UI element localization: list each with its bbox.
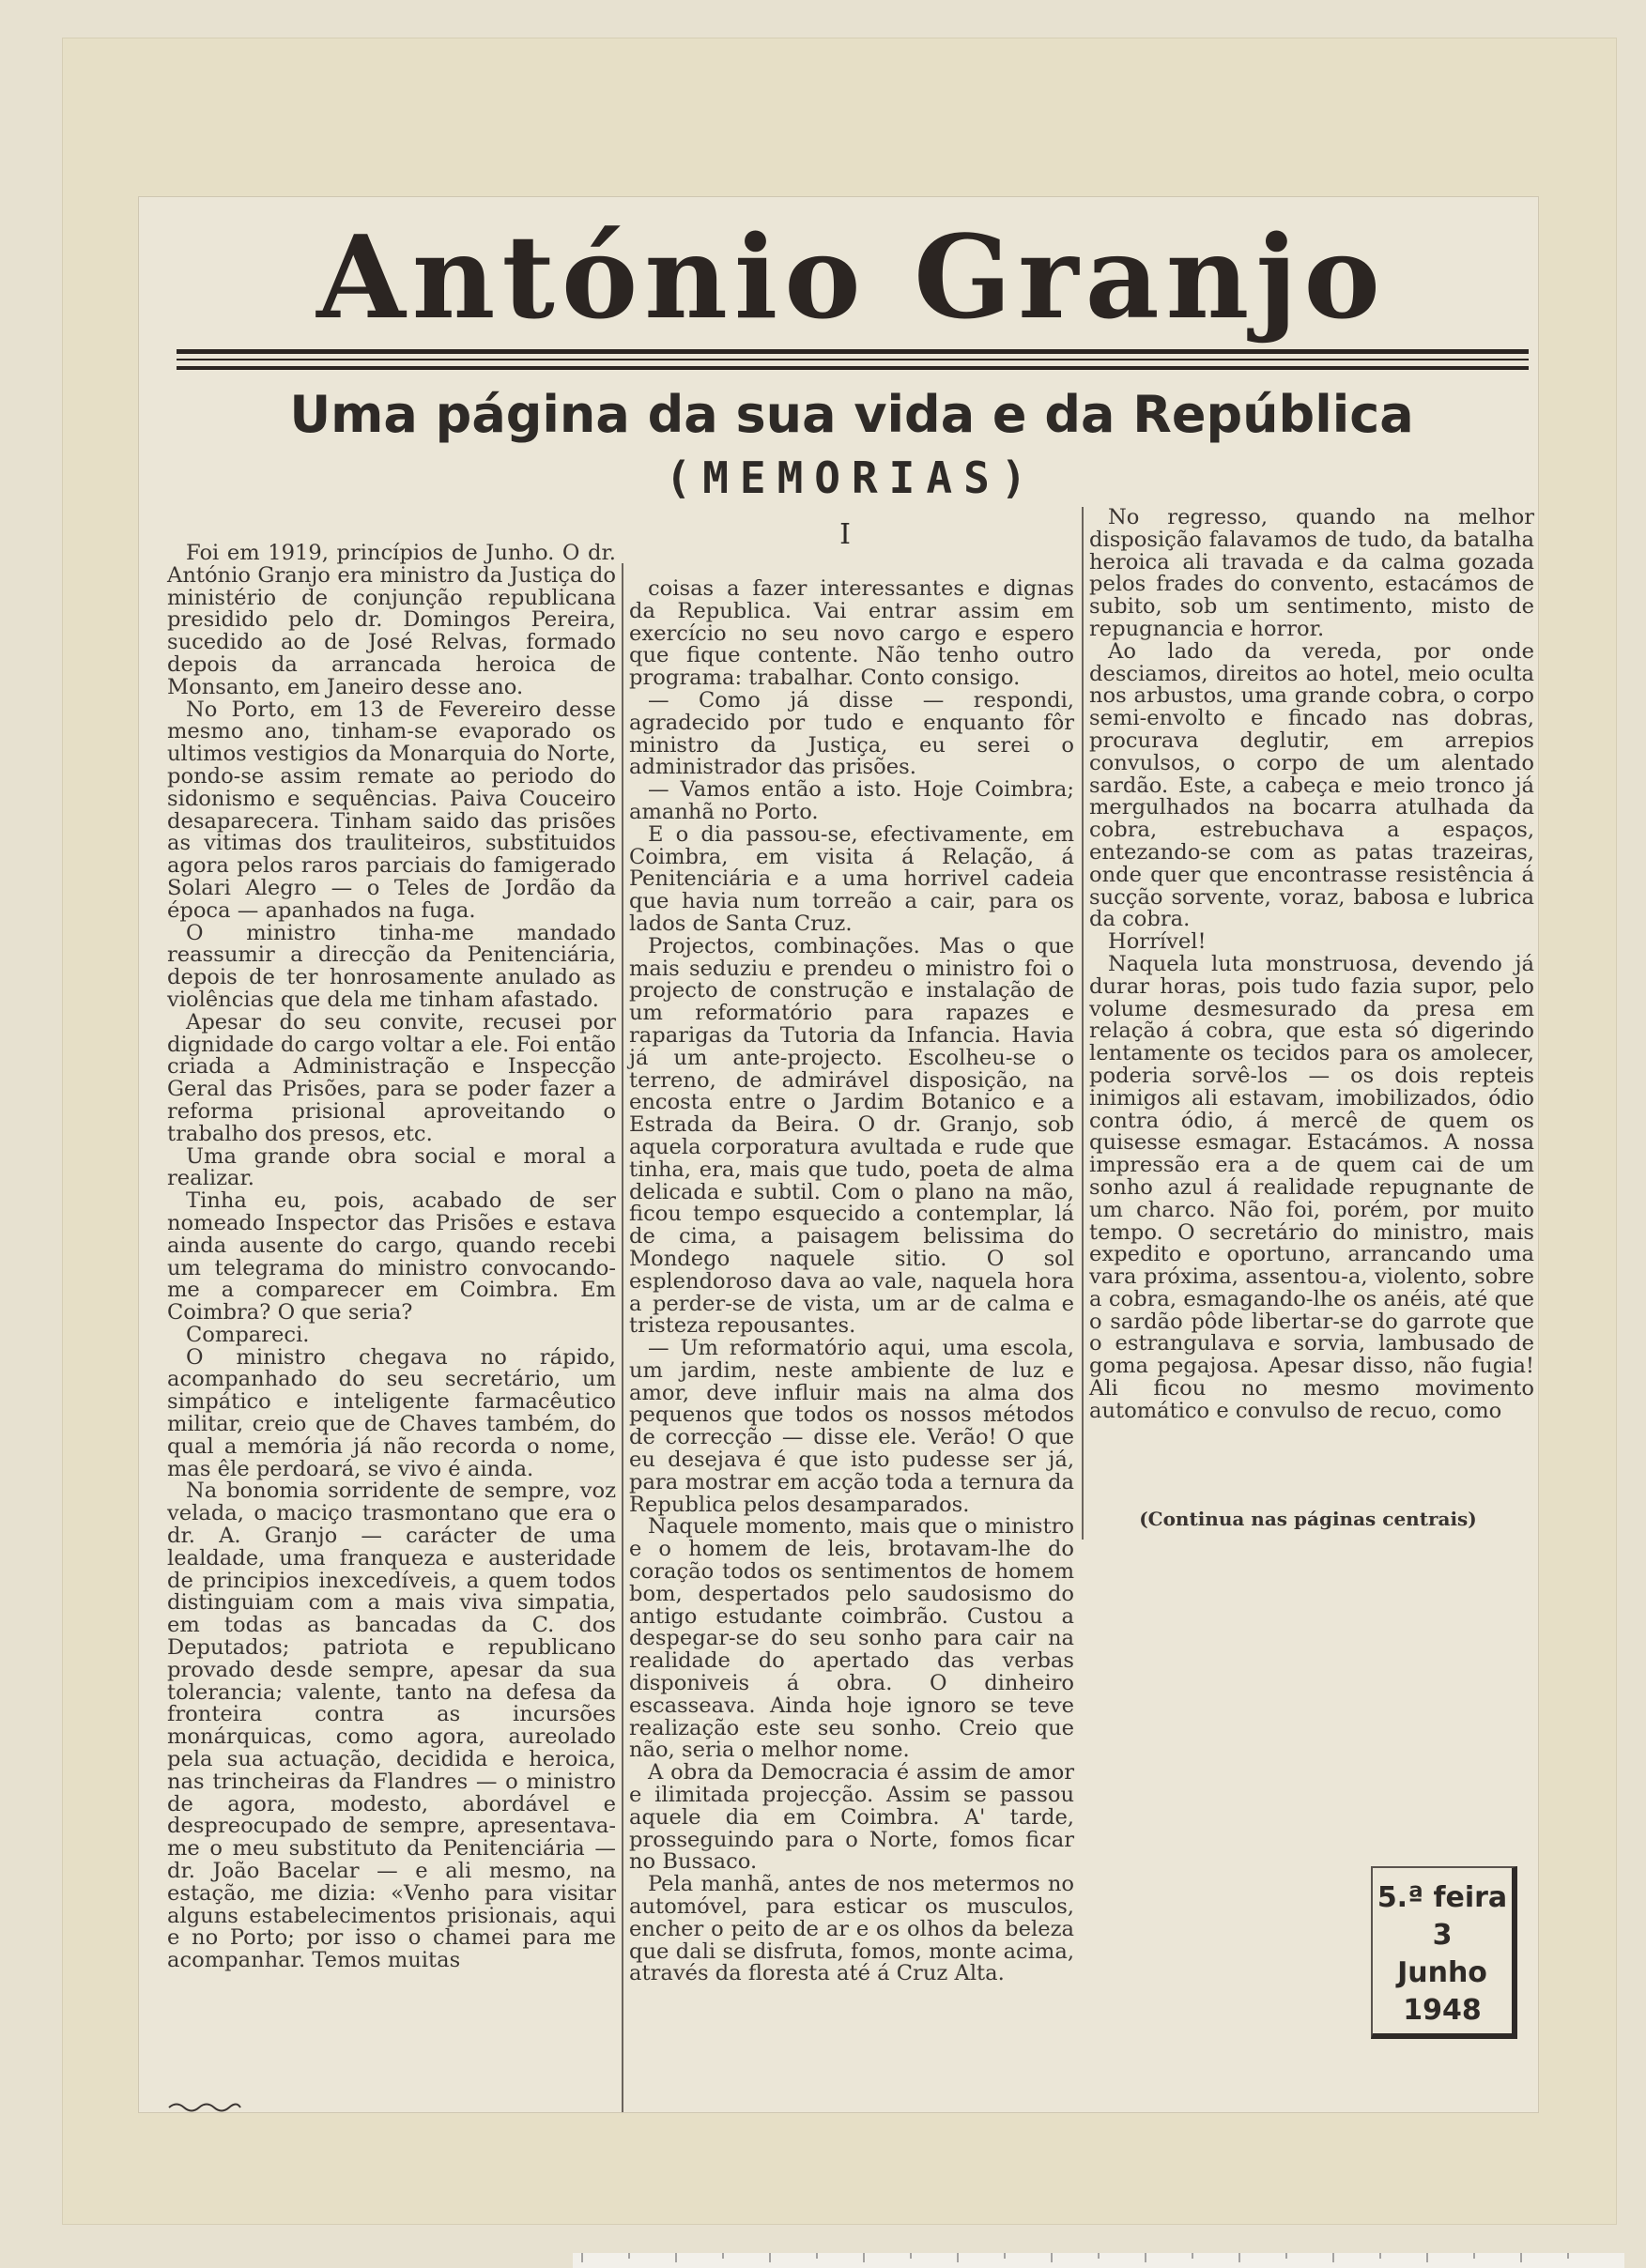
masthead-rule xyxy=(177,349,1529,354)
paragraph: No Porto, em 13 de Fevereiro desse mesmo ano, tinham-se evaporado os ultimos vestigios da Monarquia do Norte, pondo-se assim remate ao periodo do sidonismo e sequências. Paiva Couceiro desaparecera. Tinham saido das prisões as vitimas dos trauliteiros, substituidos agora pelos raros parciais do famigerado Solari Alegro — o Teles de Jordão da época — apanhados na fuga. xyxy=(167,697,616,923)
paragraph: Na bonomia sorridente de sempre, voz velada, o maciço trasmontano que era o dr. A. Granjo — carácter de uma lealdade, uma franqueza e austeridade de principios inexcedíveis, a quem todos distinguiam com a mais viva simpatia, em todas as bancadas da C. dos Deputados; patriota e republicano provado desde sempre, apesar da sua tolerancia; valente, tanto na defesa da fronteira contra as incursões monárquicas, como agora, aureolado pela sua actuação, decidida e heroica, nas trincheiras da Flandres — o ministro de agora, modesto, abordável e despreocupado de sempre, apresentava-me o meu substituto da Penitenciária — dr. João Bacelar — e ali mesmo, na estação, me dizia: «Venho para visitar alguns estabelecimentos prisionais, aqui e no Porto; por isso o chamei para me acompanhar. Temos muitas xyxy=(167,1479,616,1973)
paragraph: — Um reformatório aqui, uma escola, um jardim, neste ambiente de luz e amor, deve influir mais na alma dos pequenos que todos os nossos métodos de correcção — disse ele. Verão! O que eu desejava é que isto pudesse ser já, para mostrar em acção toda a ternura da Republica pelos desamparados. xyxy=(629,1336,1074,1517)
column-divider xyxy=(622,563,623,2112)
paragraph: Horrível! xyxy=(1108,929,1207,955)
section-label: (MEMORIAS) xyxy=(665,452,1038,503)
paragraph: Foi em 1919, princípios de Junho. O dr. António Granjo era ministro da Justiça do ministério de conjunção republicana presidido pelo dr. Domingos Pereira, sucedido ao de José Relvas, formado depois da arrancada heroica de Monsanto, em Janeiro desse ano. xyxy=(167,541,616,699)
date-month: Junho xyxy=(1397,1956,1487,1989)
paragraph: Naquela luta monstruosa, devendo já durar horas, pois tudo fazia supor, pelo volume desmesurado da presa em relação á cobra, que esta só digerindo lentamente os tecidos para os amolecer, poderia sorvê-los — os dois repteis inimigos ali estavam, imobilizados, ódio contra ódio, á mercê de quem os quisesse esmagar. Estacámos. A nossa impressão era a de quem cai de um sonho azul á realidade repugnante de um charco. Não foi, porém, por muito tempo. O secretário do ministro, mais expedito e oportuno, arrancando uma vara próxima, assentou-a, violento, sobre a cobra, esmagando-lhe os anéis, até que o sardão pôde libertar-se do garrote que o estrangulava e sorvia, lambusado de goma pegajosa. Apesar disso, não fugia! Ali ficou no mesmo movimento automático e convulso de recuo, como xyxy=(1089,951,1534,1423)
paragraph: coisas a fazer interessantes e dignas da Republica. Vai entrar assim em exercício no seu novo cargo e espero que fique contente. Não tenho outro programa: trabalhar. Conto consigo. xyxy=(629,576,1074,691)
date-day: 3 xyxy=(1432,1919,1453,1952)
end-squiggle-icon xyxy=(167,2101,242,2114)
paragraph: A obra da Democracia é assim de amor e ilimitada projecção. Assim se passou aquele dia em Coimbra. A' tarde, prosseguindo para o Norte, fomos ficar no Bussaco. xyxy=(629,1760,1074,1875)
paragraph: Tinha eu, pois, acabado de ser nomeado Inspector das Prisões e estava ainda ausente do cargo, quando recebi um telegrama do ministro convocando-me a comparecer em Coimbra. Em Coimbra? O que seria? xyxy=(167,1188,616,1326)
paragraph: Uma grande obra social e moral a realizar. xyxy=(167,1143,616,1191)
paragraph: Ao lado da vereda, por onde desciamos, direitos ao hotel, meio oculta nos arbustos, uma grande cobra, o corpo semi-envolto e fincado nas dobras, procurava deglutir, em arrepios convulsos, o corpo de um alentado sardão. Este, a cabeça e meio tronco já mergulhados na bocarra atulhada da cobra, estrebuchava a espaços, entezando-se com as patas trazeiras, onde quer que encontrasse resistência á sucção sorvente, voraz, babosa e lubrica da cobra. xyxy=(1089,638,1534,932)
paragraph: Pela manhã, antes de nos metermos no automóvel, para esticar os musculos, encher o peito de ar e os olhos da beleza que dali se disfruta, fomos, monte acima, através da floresta até á Cruz Alta. xyxy=(629,1872,1074,1986)
paragraph: Compareci. xyxy=(186,1322,310,1347)
date-stamp xyxy=(1371,1866,1517,2039)
article-column-2 xyxy=(629,578,1074,1985)
article-column-3 xyxy=(1089,507,1534,1423)
paragraph: Naquele momento, mais que o ministro e o homem de leis, brotavam-lhe do coração todos os sentimentos de homem bom, despertados pelo saudosismo do antigo estudante coimbrão. Custou a despegar-se do seu sonho para cair na realidade do apertado das verbas disponiveis á obra. O dinheiro escasseava. Ainda hoje ignoro se teve realização este seu sonho. Creio que não, seria o melhor nome. xyxy=(629,1514,1074,1763)
paragraph: Projectos, combinações. Mas o que mais seduziu e prendeu o ministro foi o projecto de construção e instalação de um reformatório para rapazes e raparigas da Tutoria da Infancia. Havia já um ante-projecto. Escolheu-se o terreno, de admirável disposição, na encosta entre o Jardim Botanico e a Estrada da Beira. O dr. Granjo, sob aquela corporatura avultada e rude que tinha, era, mais que tudo, poeta de alma delicada e subtil. Com o plano na mão, ficou tempo esquecido a contemplar, lá de cima, a paisagem belissima do Mondego naquele sitio. O sol esplendoroso dava ao vale, naquela hora a perder-se de vista, um ar de calma e tristeza repousantes. xyxy=(629,933,1074,1339)
paragraph: Apesar do seu convite, recusei por dignidade do cargo voltar a ele. Foi então criada a Administração e Inspecção Geral das Prisões, para se poder fazer a reforma prisional aproveitando o trabalho dos presos, etc. xyxy=(167,1009,616,1146)
column-divider xyxy=(1082,507,1084,1540)
paragraph: — Como já disse — respondi, agradecido por tudo e enquanto fôr ministro da Justiça, eu serei o administrador das prisões. xyxy=(629,687,1074,780)
date-year: 1948 xyxy=(1403,1994,1482,2027)
paragraph: O ministro chegava no rápido, acompanhado do seu secretário, um simpático e inteligente farmacêutico militar, creio que de Chaves também, do qual a memória já não recorda o nome, mas êle perdoará, se vivo é ainda. xyxy=(167,1344,616,1481)
part-number: I xyxy=(839,518,851,551)
masthead-rule-thin xyxy=(177,359,1529,360)
paragraph: E o dia passou-se, efectivamente, em Coimbra, em visita á Relação, á Penitenciária e a uma horrivel cadeia que havia num torreão a cair, para os lados de Santa Cruz. xyxy=(629,821,1074,936)
masthead-rule-bottom xyxy=(177,366,1529,370)
paragraph: No regresso, quando na melhor disposição falavamos de tudo, da batalha heroica ali travada e da calma gozada pelos frades do convento, estacámos de subito, sob um sentimento, misto de repugnancia e horror. xyxy=(1089,505,1534,641)
scale-ruler-icon xyxy=(573,2253,1624,2268)
date-weekday: 5.ª feira xyxy=(1377,1881,1508,1914)
article-subtitle: Uma página da sua vida e da República xyxy=(289,385,1414,444)
continuation-note: (Continua nas páginas centrais) xyxy=(1139,1508,1477,1530)
paragraph: O ministro tinha-me mandado reassumir a direcção da Penitenciária, depois de ter honrosamente anulado as violências que dela me tinham afastado. xyxy=(167,920,616,1012)
paragraph: — Vamos então a isto. Hoje Coimbra; amanhã no Porto. xyxy=(629,777,1074,824)
masthead-title: António Granjo xyxy=(316,209,1387,345)
article-column-1 xyxy=(167,543,616,1972)
